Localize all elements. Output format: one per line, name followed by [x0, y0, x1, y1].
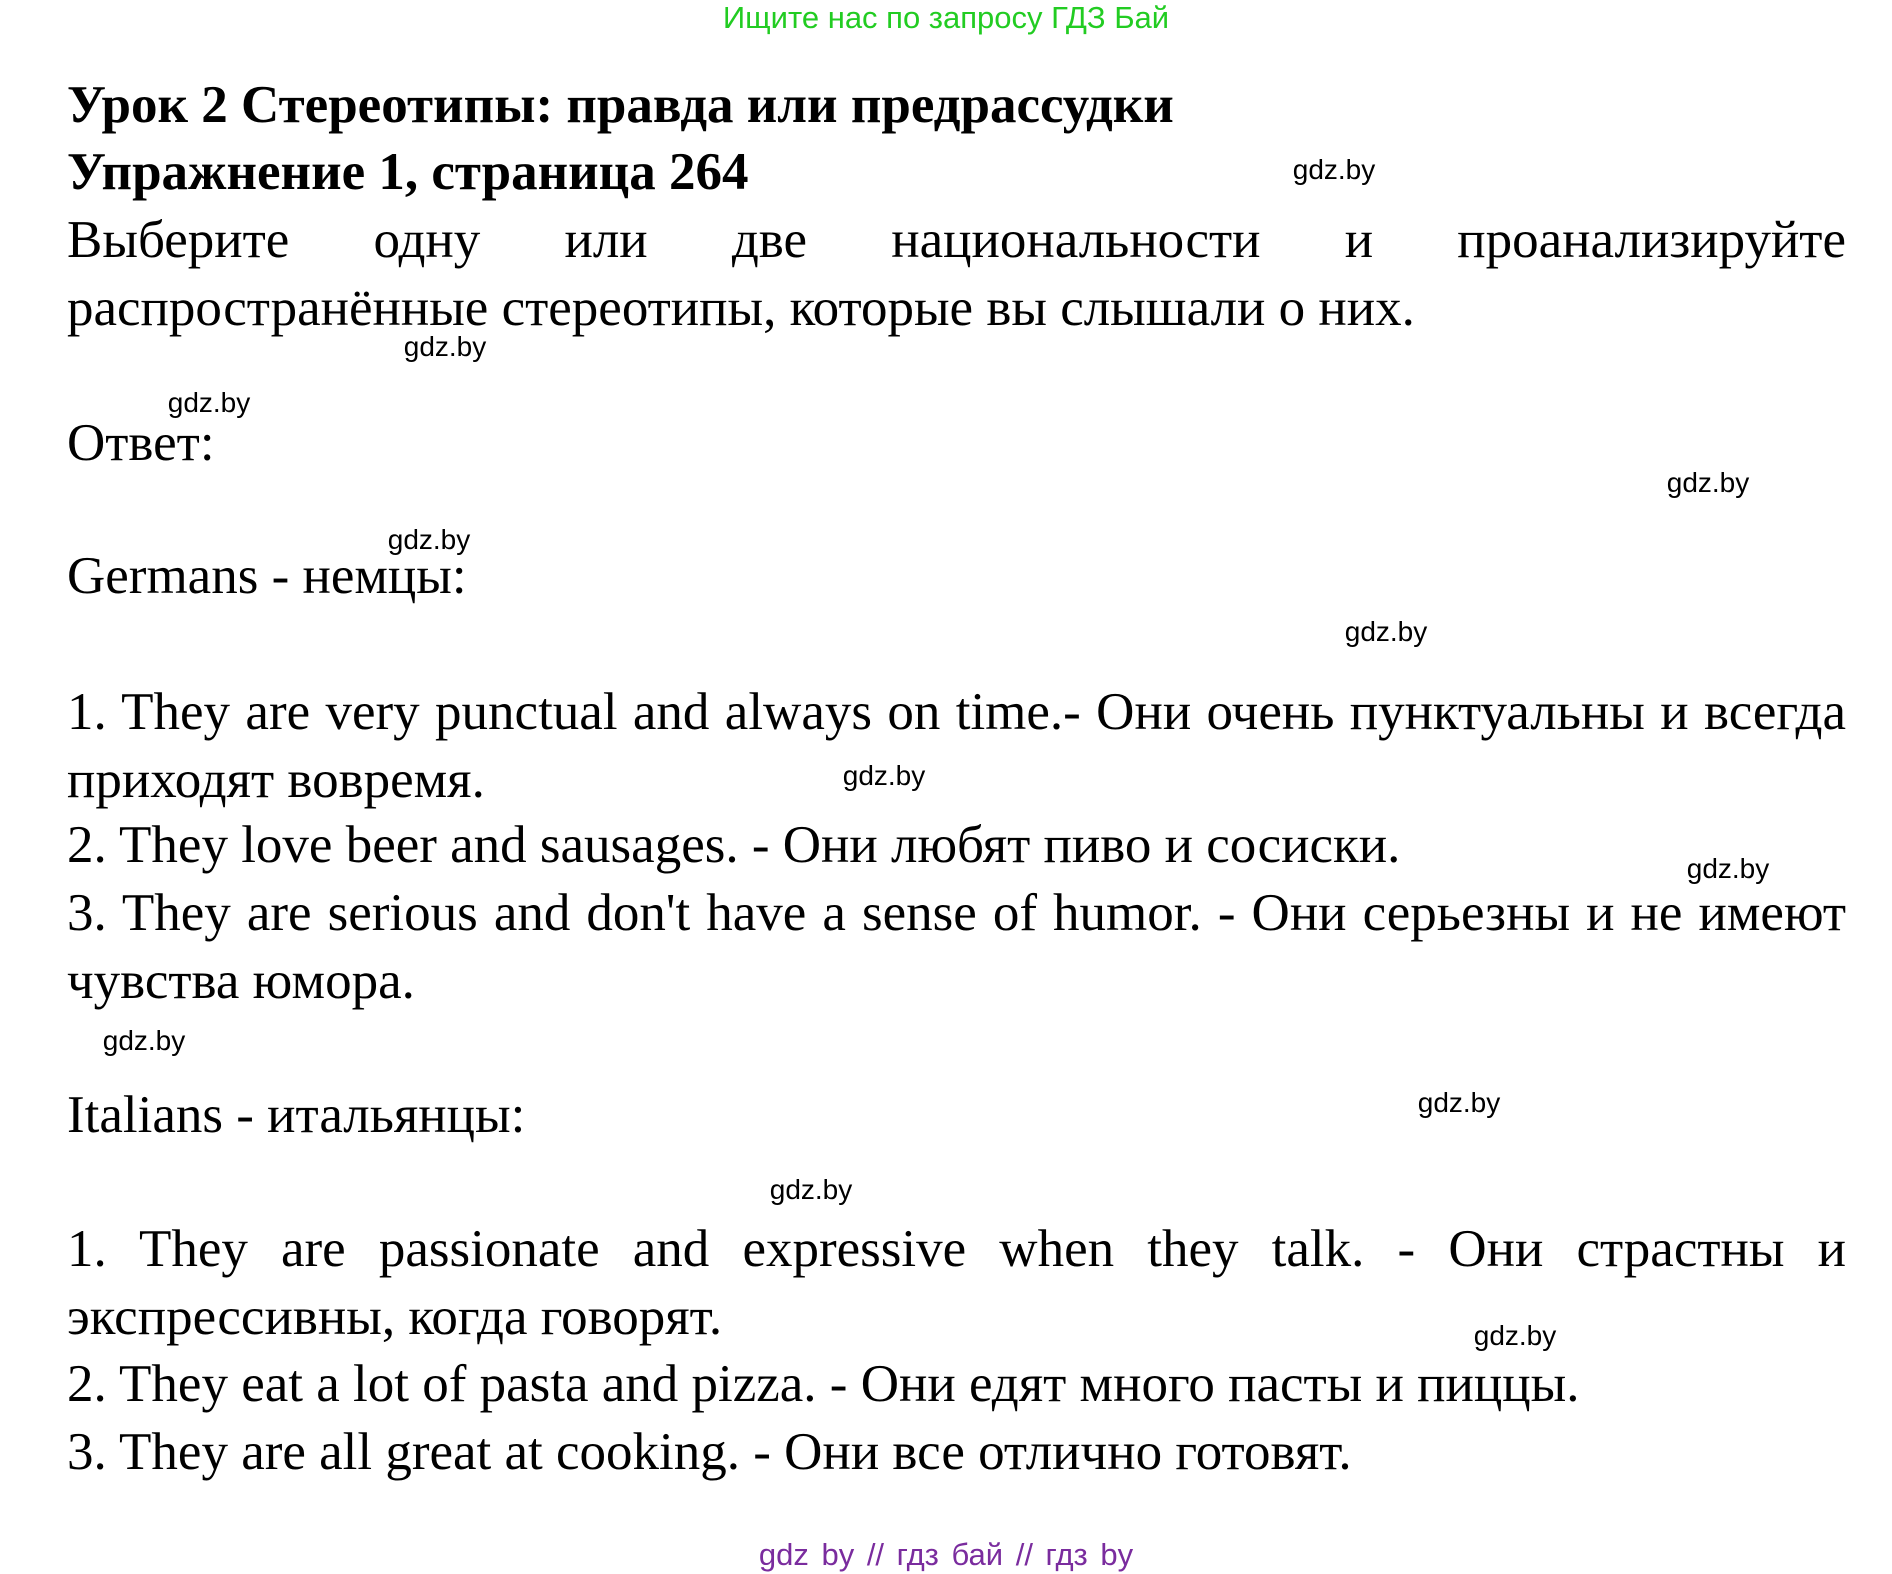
list-item: 1. They are passionate and expressive when they talk. - Они страстны и экспрессивны, когда говорят. — [67, 1220, 1846, 1346]
watermark: gdz.by — [1686, 853, 1770, 884]
list-item: 2. They eat a lot of pasta and pizza. - Они едят много пасты и пиццы. — [67, 1355, 1580, 1413]
watermark: gdz.by — [769, 1174, 853, 1205]
watermark: gdz.by — [1666, 467, 1750, 498]
watermark: gdz.by — [842, 760, 926, 791]
answer-label: Ответ: — [67, 414, 215, 472]
watermark: gdz.by — [1344, 616, 1428, 647]
watermark: gdz.by — [1473, 1320, 1557, 1351]
section-heading-germans: Germans - немцы: — [67, 547, 467, 605]
watermark: gdz.by — [1292, 154, 1376, 185]
list-item: 1. They are very punctual and always on time.- Они очень пунктуальны и всегда приходят вовремя. — [67, 683, 1846, 809]
watermark: gdz.by — [167, 387, 251, 418]
search-banner: Ищите нас по запросу ГДЗ Бай — [722, 0, 1170, 35]
list-item: 3. They are all great at cooking. - Они все отлично готовят. — [67, 1423, 1352, 1481]
watermark: gdz.by — [102, 1025, 186, 1056]
list-item: 2. They love beer and sausages. - Они любят пиво и сосиски. — [67, 816, 1401, 874]
task-text: Выберите одну или две национальности и проанализируйте распространённые стереотипы, которые вы слышали о них. — [67, 211, 1846, 337]
section-heading-italians: Italians - итальянцы: — [67, 1086, 526, 1144]
watermark: gdz.by — [387, 524, 471, 555]
list-item: 3. They are serious and don't have a sense of humor. - Они серьезны и не имеют чувства юмора. — [67, 884, 1846, 1010]
watermark: gdz.by — [1417, 1087, 1501, 1118]
footer-links: gdz by // гдз бай // гдз by — [758, 1537, 1134, 1572]
exercise-title: Упражнение 1, страница 264 — [67, 143, 749, 201]
lesson-title: Урок 2 Стереотипы: правда или предрассудки — [67, 76, 1174, 134]
watermark: gdz.by — [403, 331, 487, 362]
